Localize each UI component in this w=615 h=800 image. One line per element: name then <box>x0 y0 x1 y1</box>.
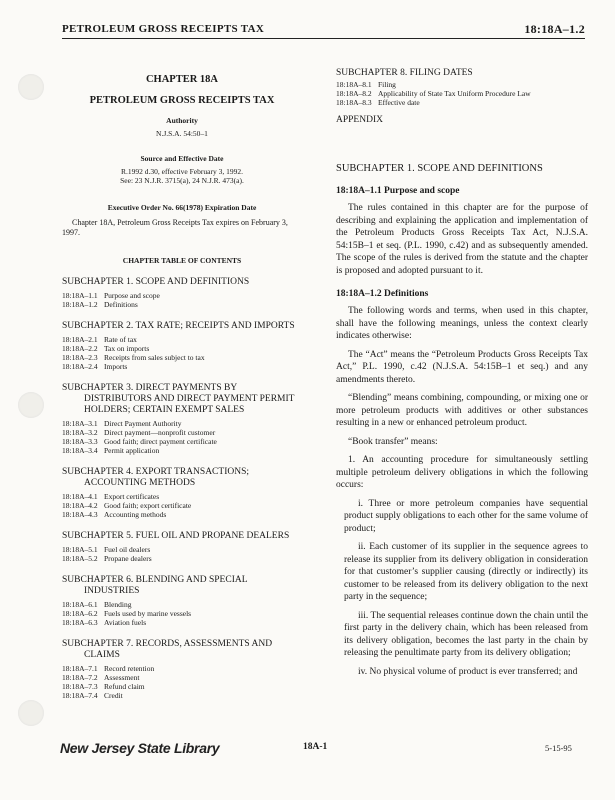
section-title: Permit application <box>104 446 160 455</box>
toc-section-entry <box>336 80 588 89</box>
section-title: Effective date <box>378 98 420 107</box>
chapter-title: PETROLEUM GROSS RECEIPTS TAX <box>89 95 275 106</box>
section-1-1-heading: 18:18A–1.1 Purpose and scope <box>336 186 460 196</box>
toc-subchapter-title: SUBCHAPTER 2. TAX RATE; RECEIPTS AND IMPORTS <box>62 321 295 331</box>
toc-section-list <box>62 600 302 627</box>
header-title: PETROLEUM GROSS RECEIPTS TAX <box>62 23 265 35</box>
section-number: 18:18A–7.4 <box>62 691 98 700</box>
section-number: 18:18A–4.2 <box>62 501 98 510</box>
left-column <box>62 68 302 700</box>
toc-heading: CHAPTER TABLE OF CONTENTS <box>122 256 242 265</box>
toc-section-entry <box>62 437 302 446</box>
toc-section-entry <box>62 335 302 344</box>
header-code: 18:18A–1.2 <box>524 22 585 36</box>
section-number: 18:18A–6.1 <box>62 600 98 609</box>
toc-section-list <box>62 545 302 563</box>
section-title: Receipts from sales subject to tax <box>104 353 205 362</box>
punch-hole <box>18 392 44 418</box>
toc-section-entry <box>62 609 302 618</box>
section-title: Record retention <box>104 664 155 673</box>
definition-book-transfer: “Book transfer” means: <box>348 436 438 447</box>
toc-section-entry <box>62 428 302 437</box>
toc-subchapter-title: SUBCHAPTER 1. SCOPE AND DEFINITIONS <box>62 277 250 287</box>
definition-blending: “Blending” means combining, compounding, or mixing one or more petroleum products with additives or other substances resulting in a new or enhanced petroleum product. <box>336 393 588 428</box>
section-number: 18:18A–8.1 <box>336 80 372 89</box>
section-1-2-intro: The following words and terms, when used in this chapter, shall have the following meanings, unless the context clearly indicates otherwise: <box>336 306 588 341</box>
toc-section-entry <box>62 353 302 362</box>
executive-order-label: Executive Order No. 66(1978) Expiration Date <box>107 203 257 212</box>
section-number: 18:18A–2.2 <box>62 344 98 353</box>
toc-section-entry <box>62 682 302 691</box>
section-title: Blending <box>104 600 132 609</box>
authority-label: Authority <box>166 116 198 125</box>
section-number: 18:18A–2.1 <box>62 335 98 344</box>
source-line-2: See: 23 N.J.R. 3715(a), 24 N.J.R. 473(a). <box>120 176 244 185</box>
toc-section-entry <box>62 362 302 371</box>
source-label: Source and Effective Date <box>140 154 224 163</box>
toc-subchapter-title: SUBCHAPTER 3. DIRECT PAYMENTS BY DISTRIBUTORS AND DIRECT PAYMENT PERMIT HOLDERS; CERTAIN EXEMPT SALES <box>62 383 295 415</box>
section-title: Imports <box>104 362 128 371</box>
section-title: Good faith; direct payment certificate <box>104 437 217 446</box>
toc-section-entry <box>62 673 302 682</box>
toc-subchapter-title: SUBCHAPTER 7. RECORDS, ASSESSMENTS AND CLAIMS <box>62 639 273 660</box>
section-number: 18:18A–2.3 <box>62 353 98 362</box>
section-title: Filing <box>378 80 396 89</box>
section-title: Tax on imports <box>104 344 150 353</box>
executive-order-text: Chapter 18A, Petroleum Gross Receipts Tax expires on February 3, 1997. <box>62 218 288 237</box>
toc-section-entry <box>62 492 302 501</box>
section-title: Export certificates <box>104 492 160 501</box>
section-number: 18:18A–7.2 <box>62 673 98 682</box>
toc-section-entry <box>62 664 302 673</box>
section-number: 18:18A–3.3 <box>62 437 98 446</box>
toc-section-entry <box>62 554 302 563</box>
page-number: 18A-1 <box>303 742 328 752</box>
section-title: Rate of tax <box>104 335 137 344</box>
section-title: Direct Payment Authority <box>104 419 182 428</box>
section-title: Credit <box>104 691 123 700</box>
subchapter-8-sections <box>336 80 588 107</box>
section-number: 18:18A–6.2 <box>62 609 98 618</box>
section-number: 18:18A–6.3 <box>62 618 98 627</box>
section-title: Purpose and scope <box>104 291 160 300</box>
toc-subchapter-title: SUBCHAPTER 6. BLENDING AND SPECIAL INDUSTRIES <box>62 575 248 596</box>
section-number: 18:18A–7.3 <box>62 682 98 691</box>
book-transfer-item-i: i. Three or more petroleum companies have sequential product supply obligations to each other for the same volume of product; <box>344 498 588 534</box>
right-column <box>336 68 588 678</box>
toc-section-entry <box>62 691 302 700</box>
section-1-1-text: The rules contained in this chapter are for the purpose of describing and explaining the application and implementation of the Petroleum Products Gross Receipts Tax Act, N.J.S.A. 54:15B–1 et seq. (P.L. 1990, c.42) and as subsequently amended. The scope of the rules is derived from the statute and the chapter is proposed and adopted pursuant to it. <box>336 203 588 276</box>
toc-subchapter-title: SUBCHAPTER 5. FUEL OIL AND PROPANE DEALERS <box>62 531 290 541</box>
source-line-1: R.1992 d.30, effective February 3, 1992. <box>121 167 243 176</box>
section-title: Assessment <box>104 673 140 682</box>
section-title: Aviation fuels <box>104 618 147 627</box>
section-number: 18:18A–5.1 <box>62 545 98 554</box>
section-number: 18:18A–8.3 <box>336 98 372 107</box>
subchapter-1-heading: SUBCHAPTER 1. SCOPE AND DEFINITIONS <box>336 163 543 174</box>
toc-section-list <box>62 664 302 700</box>
section-title: Definitions <box>104 300 138 309</box>
section-number: 18:18A–3.2 <box>62 428 98 437</box>
section-title: Direct payment—nonprofit customer <box>104 428 216 437</box>
section-number: 18:18A–3.1 <box>62 419 98 428</box>
toc-list <box>62 277 302 700</box>
book-transfer-item-1: 1. An accounting procedure for simultaneously settling multiple petroleum delivery obligations in which the following occurs: <box>336 455 588 490</box>
definition-act: The “Act” means the “Petroleum Products Gross Receipts Tax Act,” P.L. 1990, c.42 (N.J.S.A. 54:15B–1 et seq.) and any amendments thereto. <box>336 349 588 385</box>
toc-section-entry <box>62 618 302 627</box>
section-title: Good faith; export certificate <box>104 501 192 510</box>
toc-section-list <box>62 335 302 371</box>
toc-section-entry <box>62 501 302 510</box>
section-title: Refund claim <box>104 682 145 691</box>
toc-section-entry <box>62 600 302 609</box>
section-number: 18:18A–3.4 <box>62 446 98 455</box>
running-header <box>62 20 585 39</box>
toc-section-entry <box>62 510 302 519</box>
section-number: 18:18A–1.1 <box>62 291 98 300</box>
punch-hole <box>18 700 44 726</box>
toc-subchapter-title: SUBCHAPTER 4. EXPORT TRANSACTIONS; ACCOUNTING METHODS <box>62 467 249 488</box>
toc-section-entry <box>62 419 302 428</box>
revision-date: 5-15-95 <box>545 743 572 753</box>
book-transfer-item-iii: iii. The sequential releases continue down the chain until the first party in the delivery chain, which has been released from its delivery obligation, becomes the last party in the chain by releasing the penultimate party from its delivery obligation; <box>344 610 588 658</box>
library-stamp: New Jersey State Library <box>60 740 220 756</box>
section-number: 18:18A–4.1 <box>62 492 98 501</box>
subchapter-8-title: SUBCHAPTER 8. FILING DATES <box>336 68 473 78</box>
toc-section-entry <box>62 545 302 554</box>
toc-section-entry <box>62 446 302 455</box>
section-number: 18:18A–5.2 <box>62 554 98 563</box>
toc-section-entry <box>62 300 302 309</box>
toc-section-entry <box>62 344 302 353</box>
toc-section-list <box>62 291 302 309</box>
section-title: Applicability of State Tax Uniform Procedure Law <box>378 89 531 98</box>
chapter-number: CHAPTER 18A <box>145 74 219 85</box>
toc-section-entry <box>336 98 588 107</box>
toc-section-list <box>62 419 302 455</box>
toc-section-entry <box>62 291 302 300</box>
section-1-2-heading: 18:18A–1.2 Definitions <box>336 289 429 299</box>
toc-section-list <box>62 492 302 519</box>
section-number: 18:18A–1.2 <box>62 300 98 309</box>
toc-section-entry <box>336 89 588 98</box>
section-title: Fuels used by marine vessels <box>104 609 192 618</box>
authority-citation: N.J.S.A. 54:50–1 <box>156 129 208 138</box>
section-number: 18:18A–8.2 <box>336 89 372 98</box>
section-title: Propane dealers <box>104 554 152 563</box>
appendix-label: APPENDIX <box>336 115 383 125</box>
book-transfer-item-iv: iv. No physical volume of product is ever transferred; and <box>358 666 578 677</box>
punch-hole <box>18 74 44 100</box>
section-number: 18:18A–2.4 <box>62 362 98 371</box>
section-number: 18:18A–7.1 <box>62 664 98 673</box>
section-title: Accounting methods <box>104 510 167 519</box>
section-number: 18:18A–4.3 <box>62 510 98 519</box>
book-transfer-item-ii: ii. Each customer of its supplier in the sequence agrees to release its supplier from its delivery obligation in consideration for that customer’s supplier causing (directly or indirectly) its customer to be released from its delivery obligation to the next party in the sequence; <box>344 542 588 602</box>
section-title: Fuel oil dealers <box>104 545 151 554</box>
